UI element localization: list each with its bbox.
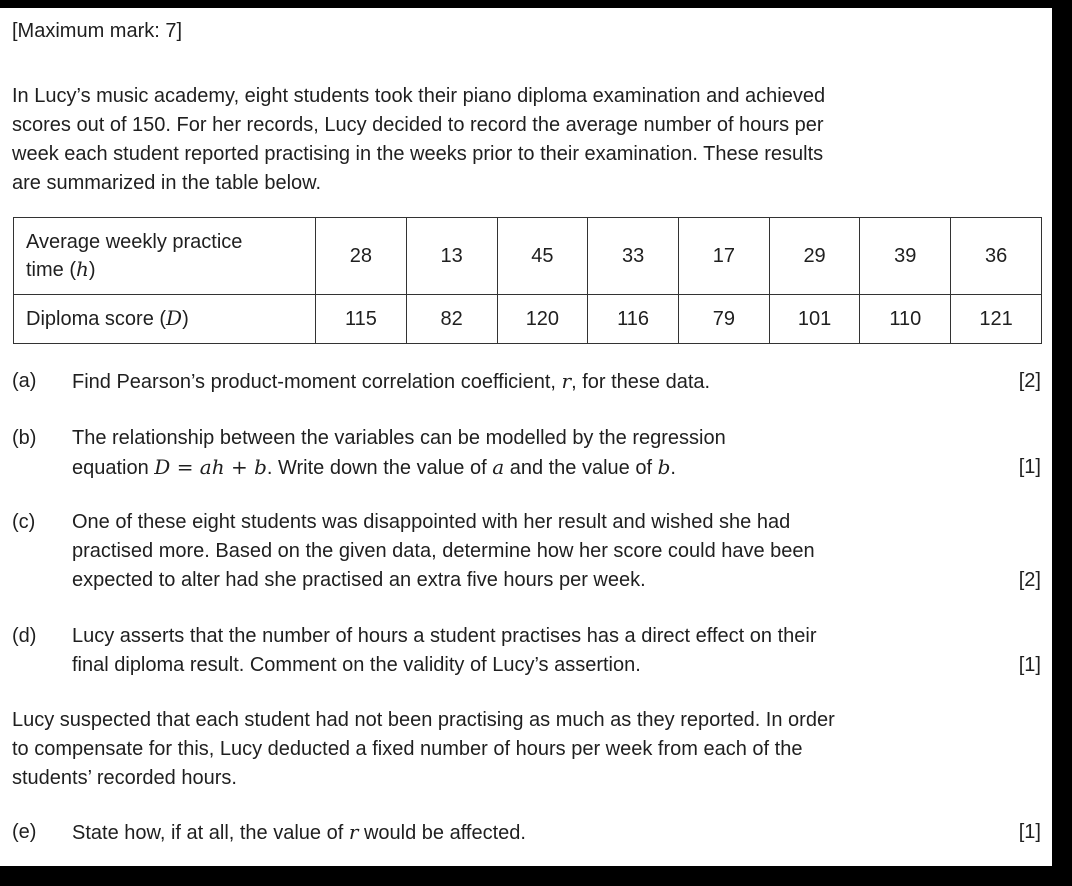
table-cell: 45: [497, 218, 588, 295]
question-text: practised more. Based on the given data, determine how her score could have been: [72, 540, 815, 562]
question-text: , for these data.: [571, 371, 711, 393]
closing-line: students’ recorded hours.: [12, 767, 237, 789]
paren-close: ): [182, 308, 189, 330]
table-row-diploma-score: [14, 295, 1042, 344]
question-b-text: [72, 424, 726, 483]
question-text: One of these eight students was disappointed with her result and wished she had: [72, 511, 791, 533]
question-text: .: [670, 457, 676, 479]
closing-paragraph: [12, 706, 835, 793]
row-header-line: time (: [26, 258, 76, 281]
question-text: State how, if at all, the value of: [72, 822, 349, 844]
regression-equation: D = ah + b: [154, 455, 267, 479]
question-d-mark: [1]: [1018, 654, 1041, 676]
question-text: Find Pearson’s product-moment correlation coefficient,: [72, 371, 562, 393]
table-cell: 82: [406, 295, 497, 344]
closing-line: to compensate for this, Lucy deducted a fixed number of hours per week from each of the: [12, 738, 803, 760]
row-header-diploma-score: [14, 295, 316, 344]
table-cell: 17: [678, 218, 769, 295]
table-cell: 28: [316, 218, 407, 295]
variable-h: h: [76, 256, 89, 281]
question-e-mark: [1]: [1018, 821, 1041, 843]
table-row-practice-time: [14, 218, 1042, 295]
data-table: [13, 217, 1042, 344]
intro-line: In Lucy’s music academy, eight students took their piano diploma examination and achieved: [12, 85, 826, 107]
question-a-mark: [2]: [1018, 370, 1041, 392]
table-cell: 39: [860, 218, 951, 295]
intro-line: week each student reported practising in the weeks prior to their examination. These results: [12, 143, 824, 165]
paren-close: ): [88, 258, 96, 281]
question-text: expected to alter had she practised an extra five hours per week.: [72, 569, 646, 591]
exam-page: [0, 8, 1052, 866]
question-text: equation: [72, 457, 155, 479]
row-header-practice-time: [14, 218, 316, 295]
table-cell: 33: [588, 218, 679, 295]
variable-r: r: [561, 369, 572, 393]
intro-line: scores out of 150. For her records, Lucy decided to record the average number of hours per: [12, 114, 824, 136]
question-a-text: [72, 367, 710, 397]
table-cell: 29: [769, 218, 860, 295]
closing-line: Lucy suspected that each student had not been practising as much as they reported. In order: [12, 709, 835, 731]
table-cell: 36: [951, 218, 1042, 295]
question-c-text: [72, 508, 815, 595]
question-a-label: (a): [12, 370, 37, 392]
table-cell: 79: [678, 295, 769, 344]
question-d-label: (d): [12, 625, 37, 647]
intro-line: are summarized in the table below.: [12, 172, 322, 194]
question-text: would be affected.: [358, 822, 526, 844]
question-text: Lucy asserts that the number of hours a student practises has a direct effect on their: [72, 625, 817, 647]
question-d-text: [72, 622, 816, 680]
table-cell: 101: [769, 295, 860, 344]
variable-r: r: [348, 820, 359, 844]
table-cell: 110: [860, 295, 951, 344]
table-cell: 116: [588, 295, 679, 344]
table-cell: 13: [406, 218, 497, 295]
question-e-text: [72, 818, 526, 848]
table-cell: 120: [497, 295, 588, 344]
question-b-label: (b): [12, 427, 37, 449]
intro-paragraph: [12, 82, 825, 198]
question-text: final diploma result. Comment on the validity of Lucy’s assertion.: [72, 654, 641, 676]
table-cell: 121: [951, 295, 1042, 344]
variable-b: b: [657, 455, 671, 479]
variable-d: D: [166, 306, 183, 330]
row-header-line: Average weekly practice: [26, 230, 243, 253]
table-cell: 115: [316, 295, 407, 344]
question-text: The relationship between the variables can be modelled by the regression: [72, 427, 726, 449]
maximum-mark: [Maximum mark: 7]: [12, 20, 183, 42]
question-text: and the value of: [504, 457, 658, 479]
question-e-label: (e): [12, 821, 37, 843]
question-text: . Write down the value of: [266, 457, 493, 479]
question-c-mark: [2]: [1018, 569, 1041, 591]
variable-a: a: [492, 455, 505, 479]
row-header-text: Diploma score (: [26, 308, 167, 330]
question-b-mark: [1]: [1018, 456, 1041, 478]
question-c-label: (c): [12, 511, 36, 533]
